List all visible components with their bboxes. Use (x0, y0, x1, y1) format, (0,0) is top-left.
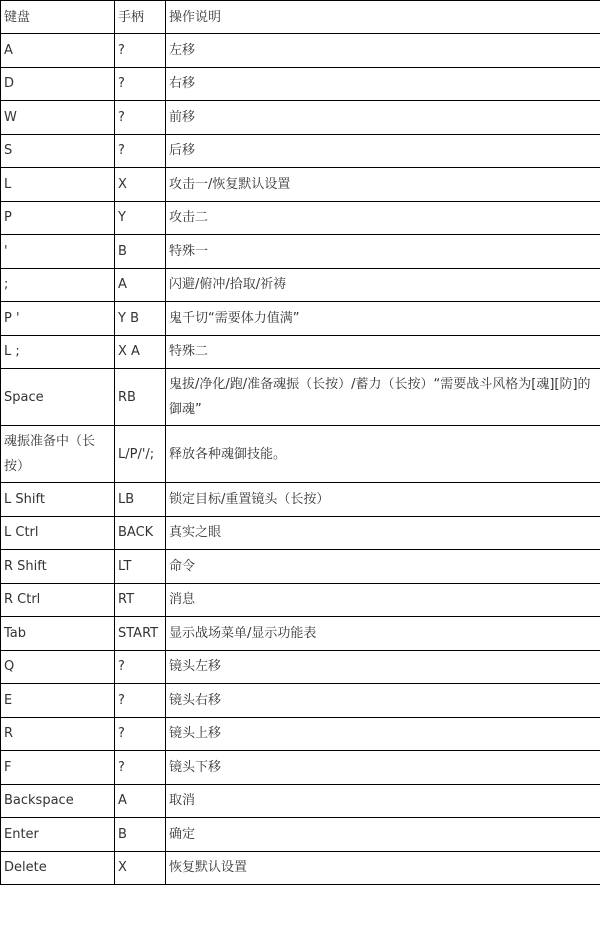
keyboard-cell: S (1, 134, 115, 168)
description-cell: 左移 (166, 34, 600, 68)
keyboard-cell: P (1, 201, 115, 235)
keyboard-cell: F (1, 751, 115, 785)
table-row (1, 369, 600, 426)
description-cell: 命令 (166, 550, 600, 584)
keyboard-cell: Enter (1, 818, 115, 852)
description-cell: 镜头左移 (166, 650, 600, 684)
gamepad-cell: ? (115, 101, 166, 135)
description-cell: 释放各种魂御技能。 (166, 426, 600, 483)
keyboard-cell: Backspace (1, 784, 115, 818)
description-cell: 攻击一/恢复默认设置 (166, 168, 600, 202)
description-cell: 恢复默认设置 (166, 851, 600, 885)
table-row (1, 426, 600, 483)
keyboard-cell: P ' (1, 302, 115, 336)
gamepad-cell: LB (115, 483, 166, 517)
description-cell: 后移 (166, 134, 600, 168)
gamepad-cell: ? (115, 717, 166, 751)
keyboard-cell: Q (1, 650, 115, 684)
gamepad-cell: ? (115, 684, 166, 718)
keyboard-cell: W (1, 101, 115, 135)
table-row (1, 335, 600, 369)
description-cell: 特殊一 (166, 235, 600, 269)
table-row (1, 235, 600, 269)
table-row (1, 583, 600, 617)
table-row (1, 302, 600, 336)
gamepad-cell: Y B (115, 302, 166, 336)
description-cell: 特殊二 (166, 335, 600, 369)
description-cell: 攻击二 (166, 201, 600, 235)
header-keyboard: 键盘 (1, 1, 115, 34)
header-row (1, 1, 600, 34)
gamepad-cell: RT (115, 583, 166, 617)
keyboard-cell: R (1, 717, 115, 751)
header-gamepad: 手柄 (115, 1, 166, 34)
description-cell: 锁定目标/重置镜头（长按） (166, 483, 600, 517)
keyboard-cell: 魂振准备中（长按） (1, 426, 115, 483)
table-row (1, 717, 600, 751)
keyboard-cell: L (1, 168, 115, 202)
gamepad-cell: RB (115, 369, 166, 426)
table-row (1, 268, 600, 302)
table-row (1, 168, 600, 202)
table-row (1, 483, 600, 517)
keyboard-cell: E (1, 684, 115, 718)
keyboard-cell: Delete (1, 851, 115, 885)
table-row (1, 617, 600, 651)
description-cell: 鬼千切“需要体力值满” (166, 302, 600, 336)
gamepad-cell: ? (115, 650, 166, 684)
keyboard-cell: L Ctrl (1, 516, 115, 550)
gamepad-cell: L/P/'/; (115, 426, 166, 483)
table-row (1, 784, 600, 818)
table-row (1, 751, 600, 785)
keyboard-cell: R Ctrl (1, 583, 115, 617)
table-row (1, 101, 600, 135)
table-row (1, 134, 600, 168)
description-cell: 镜头右移 (166, 684, 600, 718)
description-cell: 取消 (166, 784, 600, 818)
table-row (1, 34, 600, 68)
keyboard-cell: L ; (1, 335, 115, 369)
gamepad-cell: A (115, 784, 166, 818)
gamepad-cell: ? (115, 34, 166, 68)
keyboard-cell: A (1, 34, 115, 68)
description-cell: 镜头上移 (166, 717, 600, 751)
table-row (1, 684, 600, 718)
description-cell: 右移 (166, 67, 600, 101)
table-row (1, 818, 600, 852)
table-row (1, 650, 600, 684)
gamepad-cell: A (115, 268, 166, 302)
description-cell: 前移 (166, 101, 600, 135)
header-description: 操作说明 (166, 1, 600, 34)
description-cell: 确定 (166, 818, 600, 852)
table-row (1, 201, 600, 235)
gamepad-cell: ? (115, 67, 166, 101)
keyboard-cell: ; (1, 268, 115, 302)
gamepad-cell: BACK (115, 516, 166, 550)
table-row (1, 851, 600, 885)
gamepad-cell: X (115, 168, 166, 202)
gamepad-cell: B (115, 235, 166, 269)
gamepad-cell: ? (115, 134, 166, 168)
table-header (1, 1, 600, 34)
description-cell: 显示战场菜单/显示功能表 (166, 617, 600, 651)
keyboard-cell: Tab (1, 617, 115, 651)
description-cell: 鬼拔/净化/跑/准备魂振（长按）/蓄力（长按）“需要战斗风格为[魂][防]的御魂” (166, 369, 600, 426)
gamepad-cell: LT (115, 550, 166, 584)
keyboard-cell: Space (1, 369, 115, 426)
description-cell: 闪避/俯冲/拾取/祈祷 (166, 268, 600, 302)
keyboard-cell: L Shift (1, 483, 115, 517)
table-row (1, 550, 600, 584)
table-body (1, 34, 600, 885)
table-row (1, 516, 600, 550)
table-row (1, 67, 600, 101)
description-cell: 真实之眼 (166, 516, 600, 550)
gamepad-cell: B (115, 818, 166, 852)
gamepad-cell: START (115, 617, 166, 651)
gamepad-cell: X (115, 851, 166, 885)
description-cell: 镜头下移 (166, 751, 600, 785)
keyboard-cell: ' (1, 235, 115, 269)
gamepad-cell: Y (115, 201, 166, 235)
gamepad-cell: X A (115, 335, 166, 369)
gamepad-cell: ? (115, 751, 166, 785)
keyboard-cell: D (1, 67, 115, 101)
keyboard-cell: R Shift (1, 550, 115, 584)
description-cell: 消息 (166, 583, 600, 617)
